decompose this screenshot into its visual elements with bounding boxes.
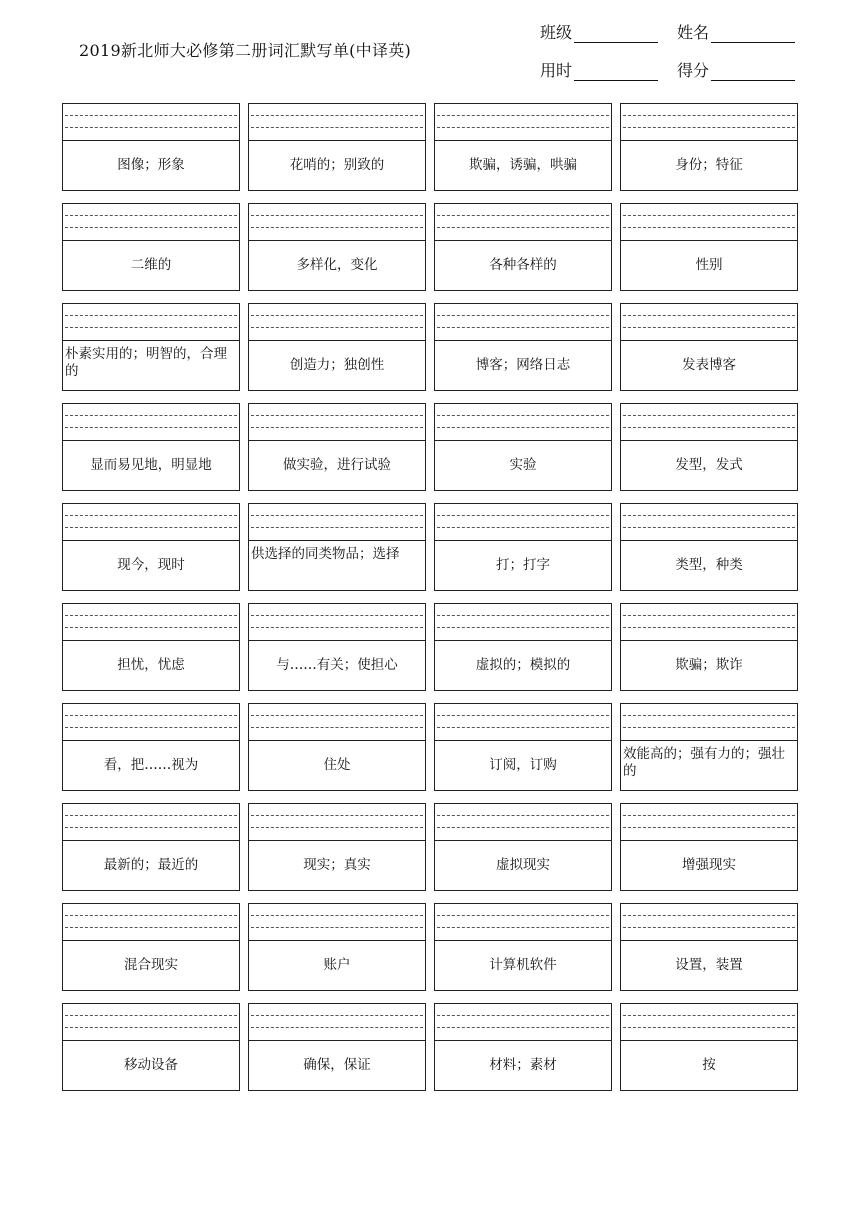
dashed-guide-line bbox=[251, 615, 423, 616]
dashed-guide-line bbox=[623, 927, 795, 928]
answer-writing-area[interactable] bbox=[249, 804, 425, 841]
dashed-guide-line bbox=[251, 127, 423, 128]
vocab-cell bbox=[620, 503, 798, 591]
dashed-guide-line bbox=[65, 515, 237, 516]
vocab-cell bbox=[620, 303, 798, 391]
vocab-cell bbox=[434, 603, 612, 691]
dashed-guide-line bbox=[437, 127, 609, 128]
chinese-meaning: 设置，装置 bbox=[675, 957, 743, 973]
chinese-meaning: 身份；特征 bbox=[675, 157, 743, 173]
vocab-cell bbox=[62, 303, 240, 391]
dashed-guide-line bbox=[251, 627, 423, 628]
score-field[interactable] bbox=[677, 58, 795, 81]
class-input-line[interactable] bbox=[574, 24, 658, 43]
chinese-meaning: 创造力；独创性 bbox=[289, 357, 385, 373]
dashed-guide-line bbox=[623, 515, 795, 516]
dashed-guide-line bbox=[623, 827, 795, 828]
dashed-guide-line bbox=[251, 227, 423, 228]
dashed-guide-line bbox=[65, 815, 237, 816]
vocab-cell bbox=[434, 803, 612, 891]
dashed-guide-line bbox=[251, 1027, 423, 1028]
answer-writing-area[interactable] bbox=[621, 504, 797, 541]
answer-writing-area[interactable] bbox=[249, 304, 425, 341]
answer-writing-area[interactable] bbox=[435, 804, 611, 841]
dashed-guide-line bbox=[65, 527, 237, 528]
chinese-meaning: 移动设备 bbox=[124, 1057, 178, 1073]
dashed-guide-line bbox=[65, 227, 237, 228]
name-field[interactable] bbox=[677, 20, 795, 43]
dashed-guide-line bbox=[65, 927, 237, 928]
chinese-meaning: 实验 bbox=[509, 457, 537, 473]
dashed-guide-line bbox=[623, 415, 795, 416]
score-label: 得分 bbox=[677, 61, 710, 80]
answer-writing-area[interactable] bbox=[63, 204, 239, 241]
chinese-meaning: 订阅，订购 bbox=[489, 757, 557, 773]
dashed-guide-line bbox=[437, 815, 609, 816]
vocab-cell bbox=[620, 203, 798, 291]
answer-writing-area[interactable] bbox=[63, 704, 239, 741]
answer-writing-area[interactable] bbox=[63, 504, 239, 541]
dashed-guide-line bbox=[65, 727, 237, 728]
dashed-guide-line bbox=[623, 727, 795, 728]
answer-writing-area[interactable] bbox=[249, 904, 425, 941]
answer-writing-area[interactable] bbox=[249, 1004, 425, 1041]
vocab-cell bbox=[248, 703, 426, 791]
chinese-meaning: 现实；真实 bbox=[303, 857, 371, 873]
vocab-cell bbox=[248, 603, 426, 691]
answer-writing-area[interactable] bbox=[63, 604, 239, 641]
chinese-meaning: 性别 bbox=[695, 257, 723, 273]
dashed-guide-line bbox=[623, 327, 795, 328]
dashed-guide-line bbox=[437, 427, 609, 428]
chinese-meaning: 效能高的；强有力的；强壮的 bbox=[623, 746, 785, 779]
chinese-meaning: 朴素实用的；明智的，合理的 bbox=[65, 346, 227, 379]
dashed-guide-line bbox=[437, 227, 609, 228]
vocab-grid bbox=[62, 103, 798, 1091]
dashed-guide-line bbox=[65, 827, 237, 828]
dashed-guide-line bbox=[251, 115, 423, 116]
class-label: 班级 bbox=[540, 23, 573, 42]
vocab-cell bbox=[434, 1003, 612, 1091]
chinese-meaning: 发表博客 bbox=[682, 357, 736, 373]
answer-writing-area[interactable] bbox=[435, 104, 611, 141]
dashed-guide-line bbox=[251, 715, 423, 716]
chinese-meaning: 发型，发式 bbox=[675, 457, 743, 473]
dashed-guide-line bbox=[623, 915, 795, 916]
dashed-guide-line bbox=[65, 327, 237, 328]
chinese-meaning: 看，把……视为 bbox=[103, 757, 199, 773]
chinese-meaning: 多样化，变化 bbox=[296, 257, 378, 273]
chinese-meaning: 确保，保证 bbox=[303, 1057, 371, 1073]
time-label: 用时 bbox=[540, 61, 573, 80]
dashed-guide-line bbox=[251, 327, 423, 328]
chinese-meaning: 虚拟现实 bbox=[496, 857, 550, 873]
dashed-guide-line bbox=[251, 727, 423, 728]
dashed-guide-line bbox=[437, 915, 609, 916]
vocab-cell bbox=[62, 803, 240, 891]
dashed-guide-line bbox=[251, 527, 423, 528]
vocab-cell bbox=[620, 103, 798, 191]
chinese-meaning: 账户 bbox=[323, 957, 351, 973]
chinese-meaning: 材料；素材 bbox=[489, 1057, 557, 1073]
dashed-guide-line bbox=[251, 427, 423, 428]
vocab-cell bbox=[248, 403, 426, 491]
chinese-meaning: 二维的 bbox=[130, 257, 172, 273]
vocab-cell bbox=[434, 303, 612, 391]
score-input-line[interactable] bbox=[711, 62, 795, 81]
dashed-guide-line bbox=[65, 915, 237, 916]
vocab-cell bbox=[434, 103, 612, 191]
dashed-guide-line bbox=[251, 315, 423, 316]
vocab-cell bbox=[248, 503, 426, 591]
answer-writing-area[interactable] bbox=[249, 604, 425, 641]
answer-writing-area[interactable] bbox=[435, 404, 611, 441]
answer-writing-area[interactable] bbox=[63, 904, 239, 941]
dashed-guide-line bbox=[65, 127, 237, 128]
answer-writing-area[interactable] bbox=[435, 304, 611, 341]
dashed-guide-line bbox=[437, 715, 609, 716]
chinese-meaning: 按 bbox=[702, 1057, 716, 1073]
answer-writing-area[interactable] bbox=[621, 704, 797, 741]
dashed-guide-line bbox=[437, 515, 609, 516]
dashed-guide-line bbox=[437, 827, 609, 828]
dashed-guide-line bbox=[623, 227, 795, 228]
dashed-guide-line bbox=[623, 715, 795, 716]
chinese-meaning: 供选择的同类物品；选择 bbox=[251, 546, 400, 562]
dashed-guide-line bbox=[623, 627, 795, 628]
chinese-meaning: 增强现实 bbox=[682, 857, 736, 873]
dashed-guide-line bbox=[623, 615, 795, 616]
chinese-meaning: 博客；网络日志 bbox=[475, 357, 571, 373]
chinese-meaning: 图像；形象 bbox=[117, 157, 185, 173]
answer-writing-area[interactable] bbox=[63, 304, 239, 341]
answer-writing-area[interactable] bbox=[435, 704, 611, 741]
vocab-cell bbox=[248, 203, 426, 291]
vocab-cell bbox=[434, 503, 612, 591]
answer-writing-area[interactable] bbox=[63, 404, 239, 441]
class-field[interactable] bbox=[540, 20, 658, 43]
vocab-cell bbox=[620, 703, 798, 791]
dashed-guide-line bbox=[65, 627, 237, 628]
answer-writing-area[interactable] bbox=[435, 604, 611, 641]
name-input-line[interactable] bbox=[711, 24, 795, 43]
vocab-cell bbox=[62, 503, 240, 591]
chinese-meaning: 打；打字 bbox=[496, 557, 550, 573]
chinese-meaning: 类型，种类 bbox=[675, 557, 743, 573]
vocab-cell bbox=[62, 903, 240, 991]
chinese-meaning: 混合现实 bbox=[124, 957, 178, 973]
dashed-guide-line bbox=[623, 115, 795, 116]
chinese-meaning: 做实验，进行试验 bbox=[283, 457, 391, 473]
vocab-cell bbox=[62, 403, 240, 491]
dashed-guide-line bbox=[437, 615, 609, 616]
vocab-cell bbox=[620, 803, 798, 891]
chinese-meaning: 花哨的；别致的 bbox=[289, 157, 385, 173]
vocab-cell bbox=[434, 403, 612, 491]
dashed-guide-line bbox=[251, 415, 423, 416]
dashed-guide-line bbox=[623, 1027, 795, 1028]
dashed-guide-line bbox=[437, 1027, 609, 1028]
dashed-guide-line bbox=[623, 127, 795, 128]
dashed-guide-line bbox=[251, 815, 423, 816]
dashed-guide-line bbox=[437, 115, 609, 116]
chinese-meaning: 各种各样的 bbox=[489, 257, 557, 273]
vocab-cell bbox=[248, 103, 426, 191]
dashed-guide-line bbox=[437, 1015, 609, 1016]
dashed-guide-line bbox=[437, 327, 609, 328]
answer-writing-area[interactable] bbox=[249, 504, 425, 541]
dashed-guide-line bbox=[65, 115, 237, 116]
dashed-guide-line bbox=[251, 915, 423, 916]
answer-writing-area[interactable] bbox=[621, 604, 797, 641]
dashed-guide-line bbox=[65, 315, 237, 316]
vocab-cell bbox=[248, 303, 426, 391]
dashed-guide-line bbox=[65, 215, 237, 216]
vocab-cell bbox=[62, 703, 240, 791]
dashed-guide-line bbox=[65, 715, 237, 716]
answer-writing-area[interactable] bbox=[621, 804, 797, 841]
chinese-meaning: 现今，现时 bbox=[117, 557, 185, 573]
chinese-meaning: 欺骗，诱骗，哄骗 bbox=[469, 157, 577, 173]
dashed-guide-line bbox=[251, 927, 423, 928]
answer-writing-area[interactable] bbox=[435, 904, 611, 941]
answer-writing-area[interactable] bbox=[63, 104, 239, 141]
answer-writing-area[interactable] bbox=[621, 304, 797, 341]
answer-writing-area[interactable] bbox=[435, 504, 611, 541]
answer-writing-area[interactable] bbox=[63, 804, 239, 841]
vocab-cell bbox=[434, 203, 612, 291]
dashed-guide-line bbox=[437, 527, 609, 528]
dashed-guide-line bbox=[437, 927, 609, 928]
answer-writing-area[interactable] bbox=[249, 204, 425, 241]
chinese-meaning: 虚拟的；模拟的 bbox=[475, 657, 571, 673]
dashed-guide-line bbox=[623, 1015, 795, 1016]
dashed-guide-line bbox=[65, 615, 237, 616]
dashed-guide-line bbox=[437, 415, 609, 416]
answer-writing-area[interactable] bbox=[249, 704, 425, 741]
vocab-cell bbox=[434, 903, 612, 991]
vocab-cell bbox=[62, 103, 240, 191]
chinese-meaning: 显而易见地，明显地 bbox=[90, 457, 212, 473]
chinese-meaning: 欺骗；欺诈 bbox=[675, 657, 743, 673]
dashed-guide-line bbox=[623, 527, 795, 528]
dashed-guide-line bbox=[623, 315, 795, 316]
vocab-cell bbox=[62, 1003, 240, 1091]
vocab-cell bbox=[620, 903, 798, 991]
dashed-guide-line bbox=[251, 215, 423, 216]
chinese-meaning: 最新的；最近的 bbox=[103, 857, 199, 873]
chinese-meaning: 担忧，忧虑 bbox=[117, 657, 185, 673]
dashed-guide-line bbox=[437, 627, 609, 628]
dashed-guide-line bbox=[65, 1027, 237, 1028]
dashed-guide-line bbox=[251, 827, 423, 828]
answer-writing-area[interactable] bbox=[621, 1004, 797, 1041]
vocab-cell bbox=[62, 603, 240, 691]
vocab-cell bbox=[62, 203, 240, 291]
dashed-guide-line bbox=[623, 815, 795, 816]
chinese-meaning: 计算机软件 bbox=[489, 957, 557, 973]
vocab-cell bbox=[248, 1003, 426, 1091]
answer-writing-area[interactable] bbox=[435, 204, 611, 241]
dashed-guide-line bbox=[65, 1015, 237, 1016]
answer-writing-area[interactable] bbox=[621, 404, 797, 441]
dashed-guide-line bbox=[251, 1015, 423, 1016]
vocab-cell bbox=[248, 903, 426, 991]
chinese-meaning: 与……有关；使担心 bbox=[276, 657, 398, 673]
answer-writing-area[interactable] bbox=[63, 1004, 239, 1041]
answer-writing-area[interactable] bbox=[249, 104, 425, 141]
dashed-guide-line bbox=[623, 427, 795, 428]
name-label: 姓名 bbox=[677, 23, 710, 42]
dashed-guide-line bbox=[65, 427, 237, 428]
vocab-cell bbox=[620, 1003, 798, 1091]
vocab-cell bbox=[620, 403, 798, 491]
answer-writing-area[interactable] bbox=[621, 104, 797, 141]
answer-writing-area[interactable] bbox=[435, 1004, 611, 1041]
answer-writing-area[interactable] bbox=[621, 204, 797, 241]
chinese-meaning: 住处 bbox=[323, 757, 351, 773]
dashed-guide-line bbox=[437, 727, 609, 728]
time-input-line[interactable] bbox=[574, 62, 658, 81]
dashed-guide-line bbox=[65, 415, 237, 416]
answer-writing-area[interactable] bbox=[621, 904, 797, 941]
vocab-cell bbox=[620, 603, 798, 691]
dashed-guide-line bbox=[437, 315, 609, 316]
time-field[interactable] bbox=[540, 58, 658, 81]
page-title: 2019新北师大必修第二册词汇默写单(中译英) bbox=[79, 41, 412, 60]
answer-writing-area[interactable] bbox=[249, 404, 425, 441]
vocab-cell bbox=[248, 803, 426, 891]
dashed-guide-line bbox=[251, 515, 423, 516]
dashed-guide-line bbox=[437, 215, 609, 216]
vocab-cell bbox=[434, 703, 612, 791]
dashed-guide-line bbox=[623, 215, 795, 216]
